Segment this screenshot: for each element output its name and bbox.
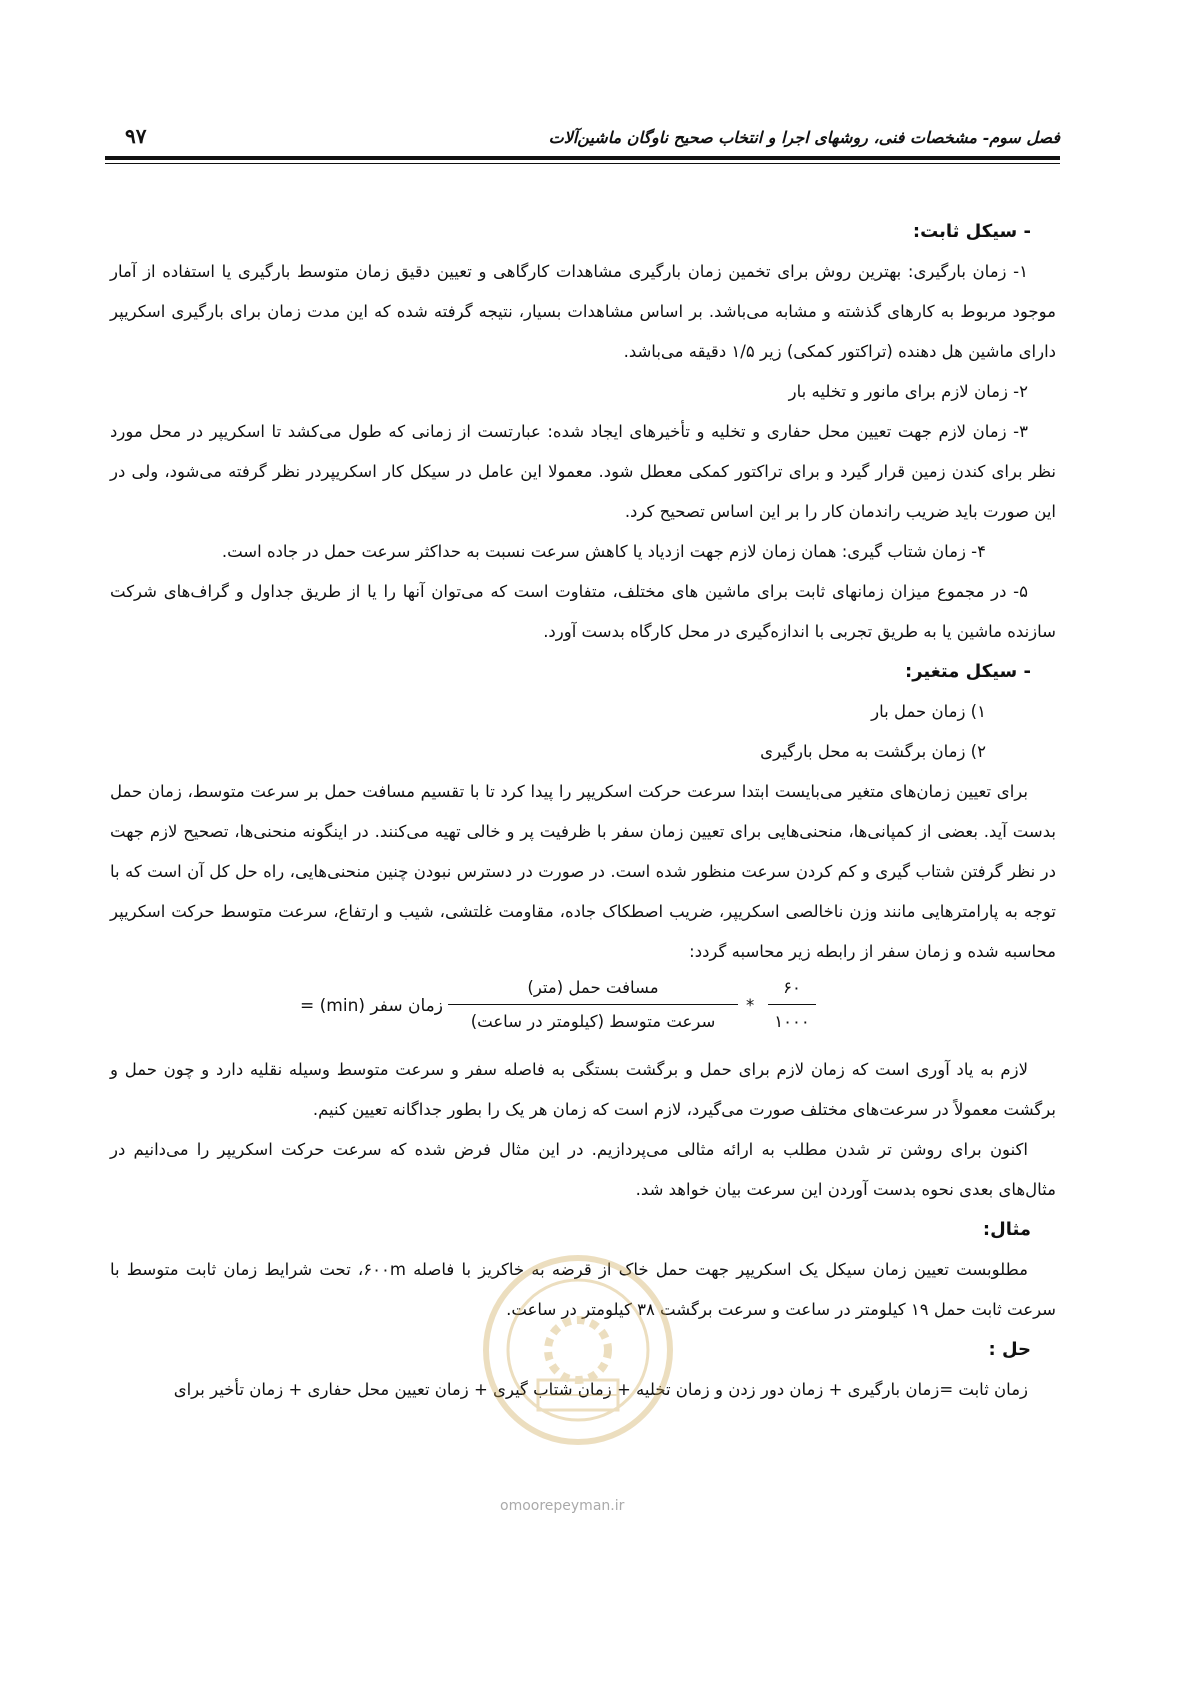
fixed-item-5: ۵- در مجموع میزان زمانهای ثابت برای ماشین های مختلف، متفاوت است که می‌توان آنها را یا از طریق جداول و گراف‌های شرکت سازنده ماشین یا به طریق تجربی با اندازه‌گیری در محل کارگاه بدست آورد. [110,582,1056,641]
constant-numerator: ۶۰ [768,972,816,1005]
watermark-logo-icon [478,1250,678,1450]
fixed-item-4: ۴- زمان شتاب گیری: همان زمان لازم جهت ازدیاد یا کاهش سرعت نسبت به حداکثر سرعت حمل در جاده است. [221,542,986,561]
paragraph-speed: برای تعیین زمان‌های متغیر می‌بایست ابتدا سرعت حرکت اسکریپر را پیدا کرد تا با تقسیم مسافت حمل بر سرعت متوسط، زمان حمل بدست آید. بعضی از کمپانی‌ها، منحنی‌هایی برای تعیین زمان سفر با ظرفیت پر و خالی تهیه می‌کنند. در اینگونه منحنی‌ها، تصحیح لازم جهت در نظر گرفتن شتاب گیری و کم کردن سرعت منظور شده است. در صورت در دسترس نبودن چنین منحنی‌هایی، راه حل کل آن است که با توجه به پارامترهایی مانند وزن ناخالصی اسکریپر، ضریب اصطکاک جاده، مقاومت غلتشی، شیب و ارتفاع، سرعت متوسط حرکت اسکریپر محاسبه شده و زمان سفر از رابطه زیر محاسبه گردد: [110,782,1056,961]
page-header [105,124,1060,158]
example-heading: مثال: [982,1219,1031,1240]
fixed-item-3: ۳- زمان لازم جهت تعیین محل حفاری و تخلیه و تأخیرهای ایجاد شده: عبارتست از زمانی که طول می‌کشد تا اسکریپر در محل مورد نظر برای کندن زمین قرار گیرد و برای تراکتور کمکی معطل شود. معمولا این عامل در سیکل کار اسکریپردر نظر گرفته می‌شود، ولی در این صورت باید ضریب راندمان کار را بر این اساس تصحیح کرد. [110,422,1056,521]
formula-constant [768,972,816,1039]
header-rule-thick [105,156,1060,160]
fixed-item-1: ۱- زمان بارگیری: بهترین روش برای تخمین زمان بارگیری مشاهدات کارگاهی و تعیین دقیق زمان متوسط بارگیری یا استفاده از آمار موجود مربوط به کارهای گذشته و مشابه می‌باشد. بر اساس مشاهدات بسیار، نتیجه گرفته شده که این مدت زمان برای بارگیری اسکریپر دارای ماشین هل دهنده (تراکتور کمکی) زیر ۱/۵ دقیقه می‌باشد. [110,262,1056,361]
variable-cycle-heading: - سیکل متغیر: [905,661,1031,682]
chapter-title: فصل سوم- مشخصات فنی، روشهای اجرا و انتخاب صحیح ناوگان ماشین‌آلات [548,128,1060,147]
fixed-item-2: ۲- زمان لازم برای مانور و تخلیه بار [788,382,1028,401]
formula-lhs: زمان سفر (min) = [300,996,443,1016]
example-text: مطلوبست تعیین زمان سیکل یک اسکریپر جهت حمل خاک از قرضه به خاکریز با فاصله ۶۰۰m، تحت شرایط زمان ثابت متوسط با سرعت ثابت حمل ۱۹ کیلومتر در ساعت و سرعت برگشت ۳۸ کیلومتر در ساعت. [110,1260,1056,1319]
header-rule-thin [105,163,1060,164]
page-body [110,212,1056,1410]
travel-time-formula [110,972,1056,1050]
watermark-site: omoorepeyman.ir [500,1498,625,1514]
formula-multiply: * [746,996,755,1015]
page-number: ۹۷ [125,124,147,148]
variable-item-2: ۲) زمان برگشت به محل بارگیری [760,742,986,761]
paragraph-example-intro: اکنون برای روشن تر شدن مطلب به ارائه مثالی می‌پردازیم. در این مثال فرض شده که سرعت حرکت اسکریپر را می‌دانیم در مثال‌های بعدی نحوه بدست آوردن این سرعت بیان خواهد شد. [110,1140,1056,1199]
variable-item-1: ۱) زمان حمل بار [871,702,986,721]
constant-denominator: ۱۰۰۰ [774,1012,810,1031]
fixed-cycle-heading: - سیکل ثابت: [912,221,1031,242]
formula-denominator: سرعت متوسط (کیلومتر در ساعت) [470,1012,716,1031]
paragraph-note: لازم به یاد آوری است که زمان لازم برای حمل و برگشت بستگی به فاصله سفر و سرعت متوسط وسیله نقلیه دارد و چون حمل و برگشت معمولاً در سرعت‌های مختلف صورت می‌گیرد، لازم است که زمان هر یک را بطور جداگانه تعیین کنیم. [110,1060,1056,1119]
formula-numerator: مسافت حمل (متر) [448,972,738,1005]
solution-text: زمان ثابت =زمان بارگیری + زمان دور زدن و زمان تخلیه + زمان شتاب گیری + زمان تعیین محل حفاری + زمان تأخیر برای [173,1380,1028,1399]
solution-heading: حل : [988,1339,1031,1360]
formula-fraction [448,972,738,1039]
